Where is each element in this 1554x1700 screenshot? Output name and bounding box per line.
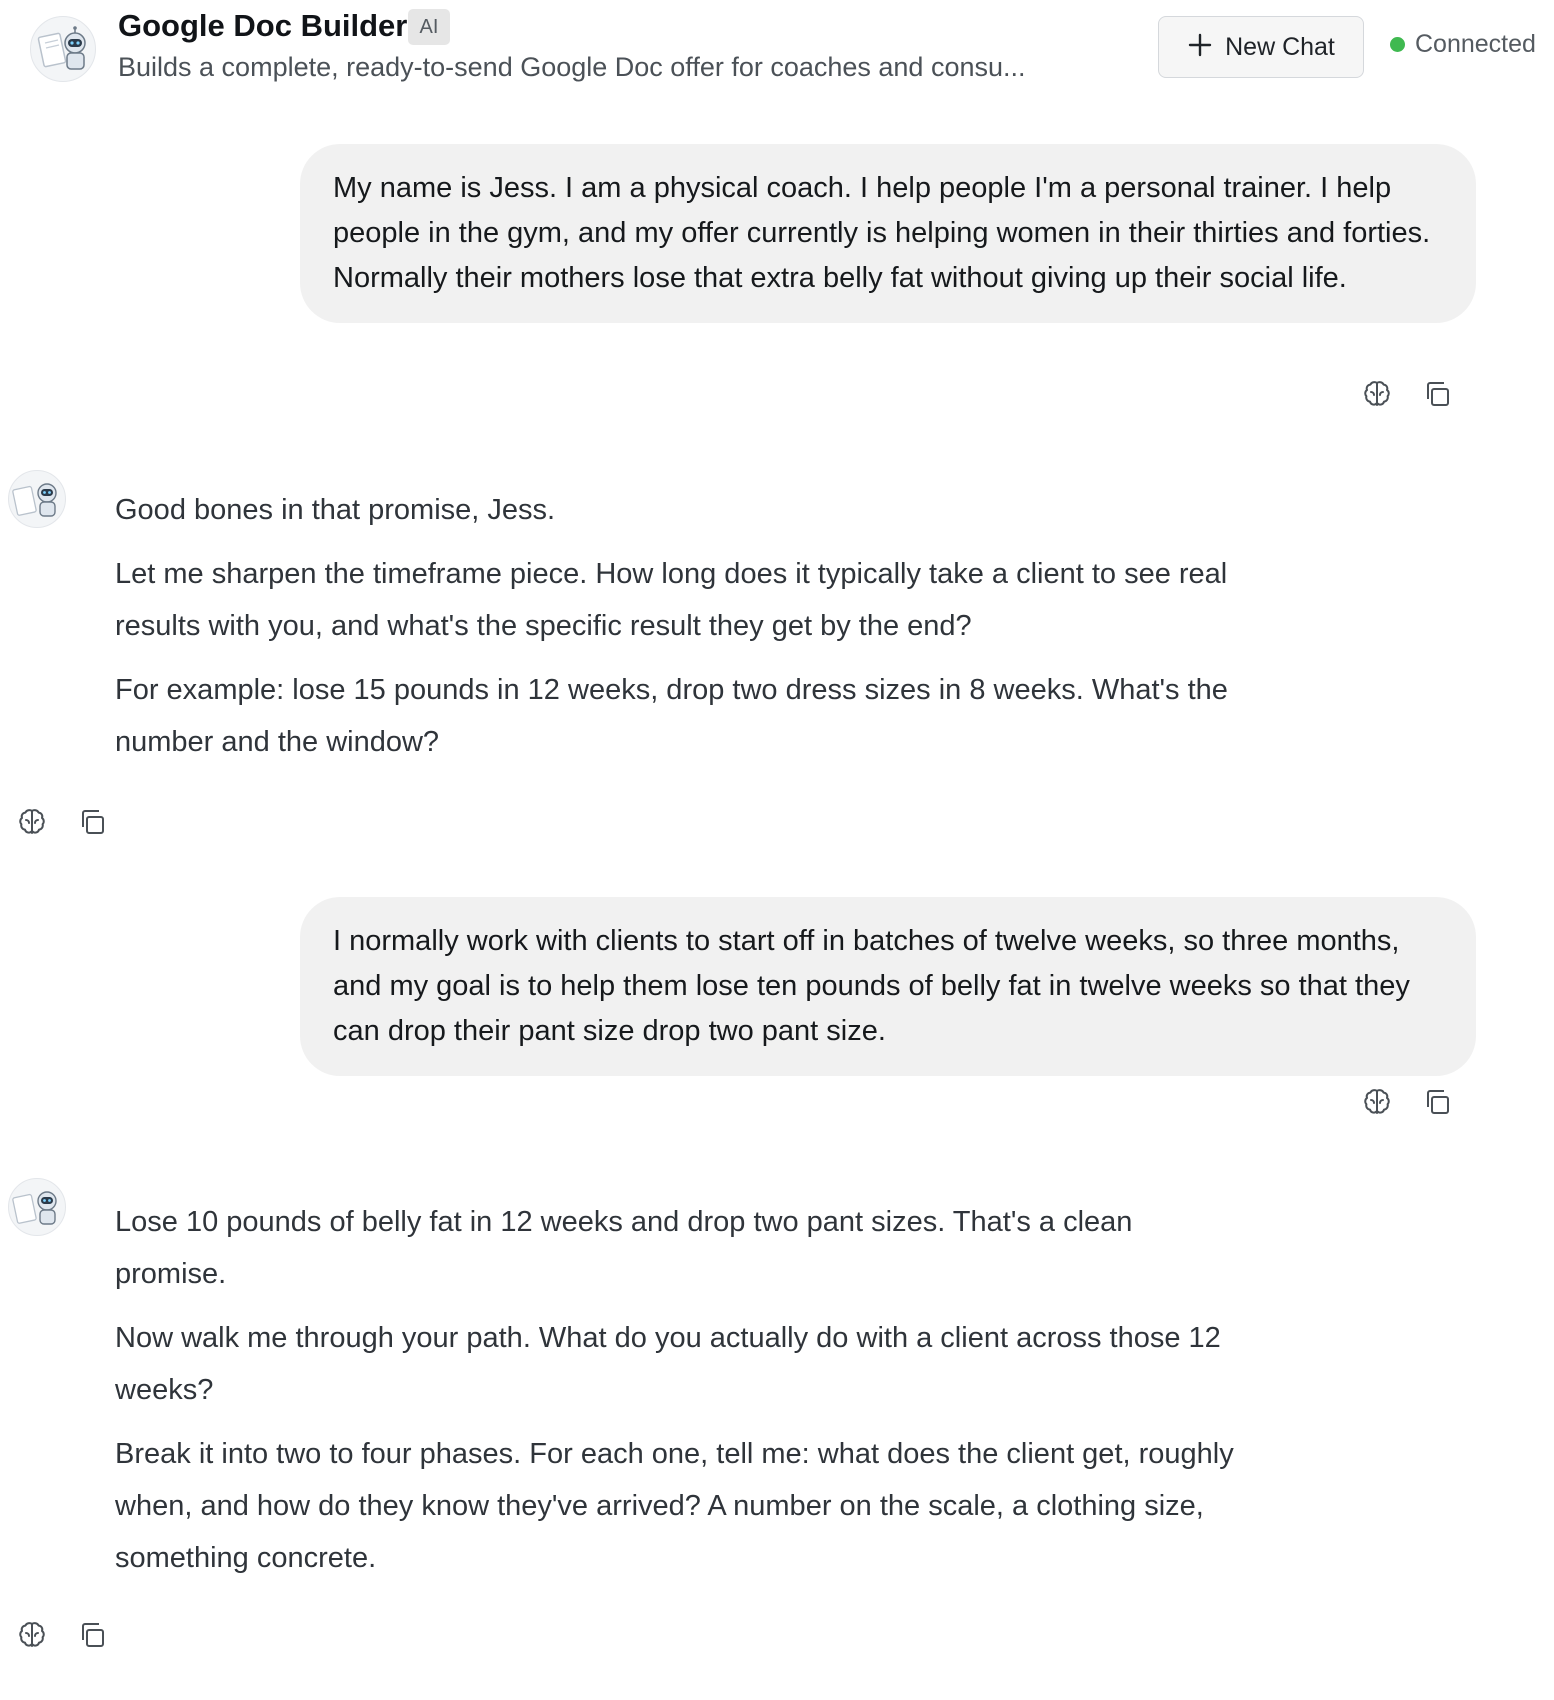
assistant-avatar (8, 1178, 66, 1236)
message-paragraph: Good bones in that promise, Jess. (115, 494, 556, 526)
user-message: I normally work with clients to start off in batches of twelve weeks, so three months, and my goal is to help them lose ten pounds of belly fat in twelve weeks so that they can drop their pant size drop two pant size. (300, 897, 1476, 1076)
brain-icon[interactable] (15, 1618, 49, 1652)
brain-icon[interactable] (15, 805, 49, 839)
assistant-message-actions (15, 1618, 109, 1652)
assistant-avatar (8, 470, 66, 528)
status-text: Connected (1415, 30, 1536, 58)
status-dot-icon (1390, 37, 1405, 52)
message-paragraph: For example: lose 15 pounds in 12 weeks, drop two dress sizes in 8 weeks. What's the number and the window? (115, 674, 1228, 758)
plus-icon (1187, 32, 1213, 62)
message-paragraph: Lose 10 pounds of belly fat in 12 weeks and drop two pant sizes. That's a clean promise. (115, 1206, 1133, 1290)
copy-icon[interactable] (75, 805, 109, 839)
copy-icon[interactable] (1420, 1085, 1454, 1119)
message-paragraph: Break it into two to four phases. For each one, tell me: what does the client get, roughly when, and how do they know they've arrived? A number on the scale, a clothing size, something concrete. (115, 1438, 1234, 1574)
brain-icon[interactable] (1360, 377, 1394, 411)
user-message: My name is Jess. I am a physical coach. I help people I'm a personal trainer. I help people in the gym, and my offer currently is helping women in their thirties and forties. Normally their mothers lose that extra belly fat without giving up their social life. (300, 144, 1476, 323)
copy-icon[interactable] (1420, 377, 1454, 411)
brain-icon[interactable] (1360, 1085, 1394, 1119)
message-paragraph: Let me sharpen the timeframe piece. How long does it typically take a client to see real results with you, and what's the specific result they get by the end? (115, 558, 1228, 642)
assistant-message (115, 1196, 1235, 1596)
connection-status (1390, 30, 1536, 59)
chat-header (0, 0, 1554, 100)
message-paragraph: Now walk me through your path. What do you actually do with a client across those 12 weeks? (115, 1322, 1221, 1406)
new-chat-button[interactable] (1158, 16, 1364, 78)
user-message-actions (1360, 377, 1454, 411)
user-message-actions (1360, 1085, 1454, 1119)
agent-avatar (30, 16, 96, 82)
assistant-message-actions (15, 805, 109, 839)
copy-icon[interactable] (75, 1618, 109, 1652)
new-chat-label: New Chat (1225, 32, 1335, 61)
agent-title: Google Doc Builder (118, 8, 408, 43)
agent-description: Builds a complete, ready-to-send Google Doc offer for coaches and consu... (118, 52, 1026, 82)
assistant-message (115, 484, 1235, 780)
ai-badge: AI (408, 9, 450, 45)
